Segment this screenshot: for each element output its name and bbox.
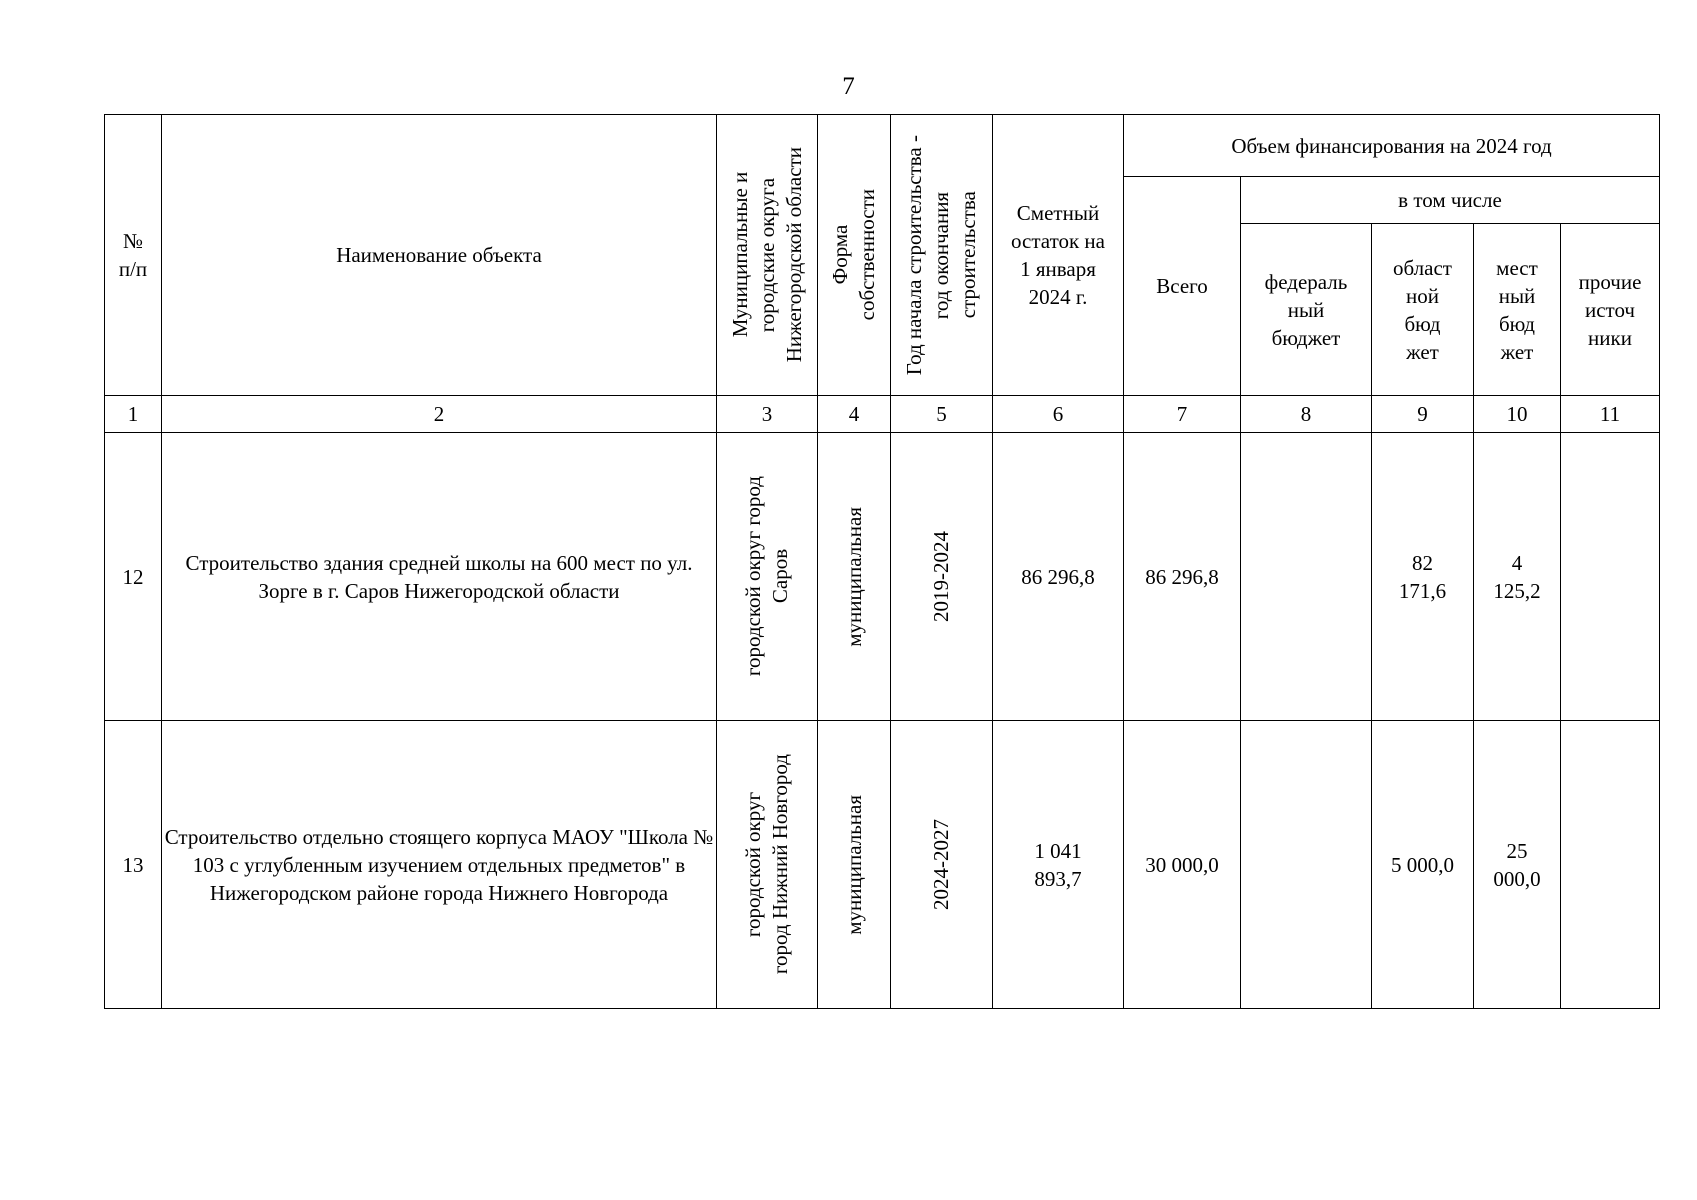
header-num: № п/п <box>105 115 162 396</box>
header-total: Всего <box>1124 177 1241 396</box>
table-row <box>105 433 1660 721</box>
header-municipality: Муниципальные и городские округа Нижегородской области <box>717 115 818 396</box>
estimated-balance: 86 296,8 <box>993 433 1124 721</box>
municipality: городской округ город Саров <box>717 433 818 721</box>
column-number: 7 <box>1124 396 1241 433</box>
header-other: прочие источ ники <box>1561 224 1660 396</box>
local-budget: 4 125,2 <box>1474 433 1561 721</box>
column-number: 6 <box>993 396 1124 433</box>
header-name: Наименование объекта <box>162 115 717 396</box>
header-local: мест ный бюд жет <box>1474 224 1561 396</box>
column-number: 3 <box>717 396 818 433</box>
object-name: Строительство отдельно стоящего корпуса МАОУ "Школа № 103 с углубленным изучением отдельных предметов" в Нижегородском районе города Нижнего Новгорода <box>162 721 717 1009</box>
row-num: 12 <box>105 433 162 721</box>
column-number: 11 <box>1561 396 1660 433</box>
header-funding-group: Объем финансирования на 2024 год <box>1124 115 1660 177</box>
total-funding: 86 296,8 <box>1124 433 1241 721</box>
column-number: 5 <box>891 396 993 433</box>
total-funding: 30 000,0 <box>1124 721 1241 1009</box>
ownership: муниципальная <box>818 721 891 1009</box>
column-number: 10 <box>1474 396 1561 433</box>
federal-budget <box>1241 433 1372 721</box>
header-including: в том числе <box>1241 177 1660 224</box>
estimated-balance: 1 041 893,7 <box>993 721 1124 1009</box>
other-sources <box>1561 721 1660 1009</box>
object-name: Строительство здания средней школы на 600 мест по ул. Зорге в г. Саров Нижегородской области <box>162 433 717 721</box>
header-balance: Сметный остаток на 1 января 2024 г. <box>993 115 1124 396</box>
municipality: городской округ город Нижний Новгород <box>717 721 818 1009</box>
header-ownership: Форма собственности <box>818 115 891 396</box>
column-number: 1 <box>105 396 162 433</box>
column-number: 4 <box>818 396 891 433</box>
column-number-row <box>105 396 1660 433</box>
header-regional: област ной бюд жет <box>1372 224 1474 396</box>
other-sources <box>1561 433 1660 721</box>
construction-years: 2019-2024 <box>891 433 993 721</box>
column-number: 2 <box>162 396 717 433</box>
table-row <box>105 721 1660 1009</box>
regional-budget: 82 171,6 <box>1372 433 1474 721</box>
federal-budget <box>1241 721 1372 1009</box>
column-number: 8 <box>1241 396 1372 433</box>
header-years: Год начала строительства - год окончания строительства <box>891 115 993 396</box>
row-num: 13 <box>105 721 162 1009</box>
regional-budget: 5 000,0 <box>1372 721 1474 1009</box>
ownership: муниципальная <box>818 433 891 721</box>
construction-years: 2024-2027 <box>891 721 993 1009</box>
local-budget: 25 000,0 <box>1474 721 1561 1009</box>
column-number: 9 <box>1372 396 1474 433</box>
page-number: 7 <box>842 73 855 100</box>
header-federal: федераль ный бюджет <box>1241 224 1372 396</box>
financing-table <box>104 114 1660 1009</box>
